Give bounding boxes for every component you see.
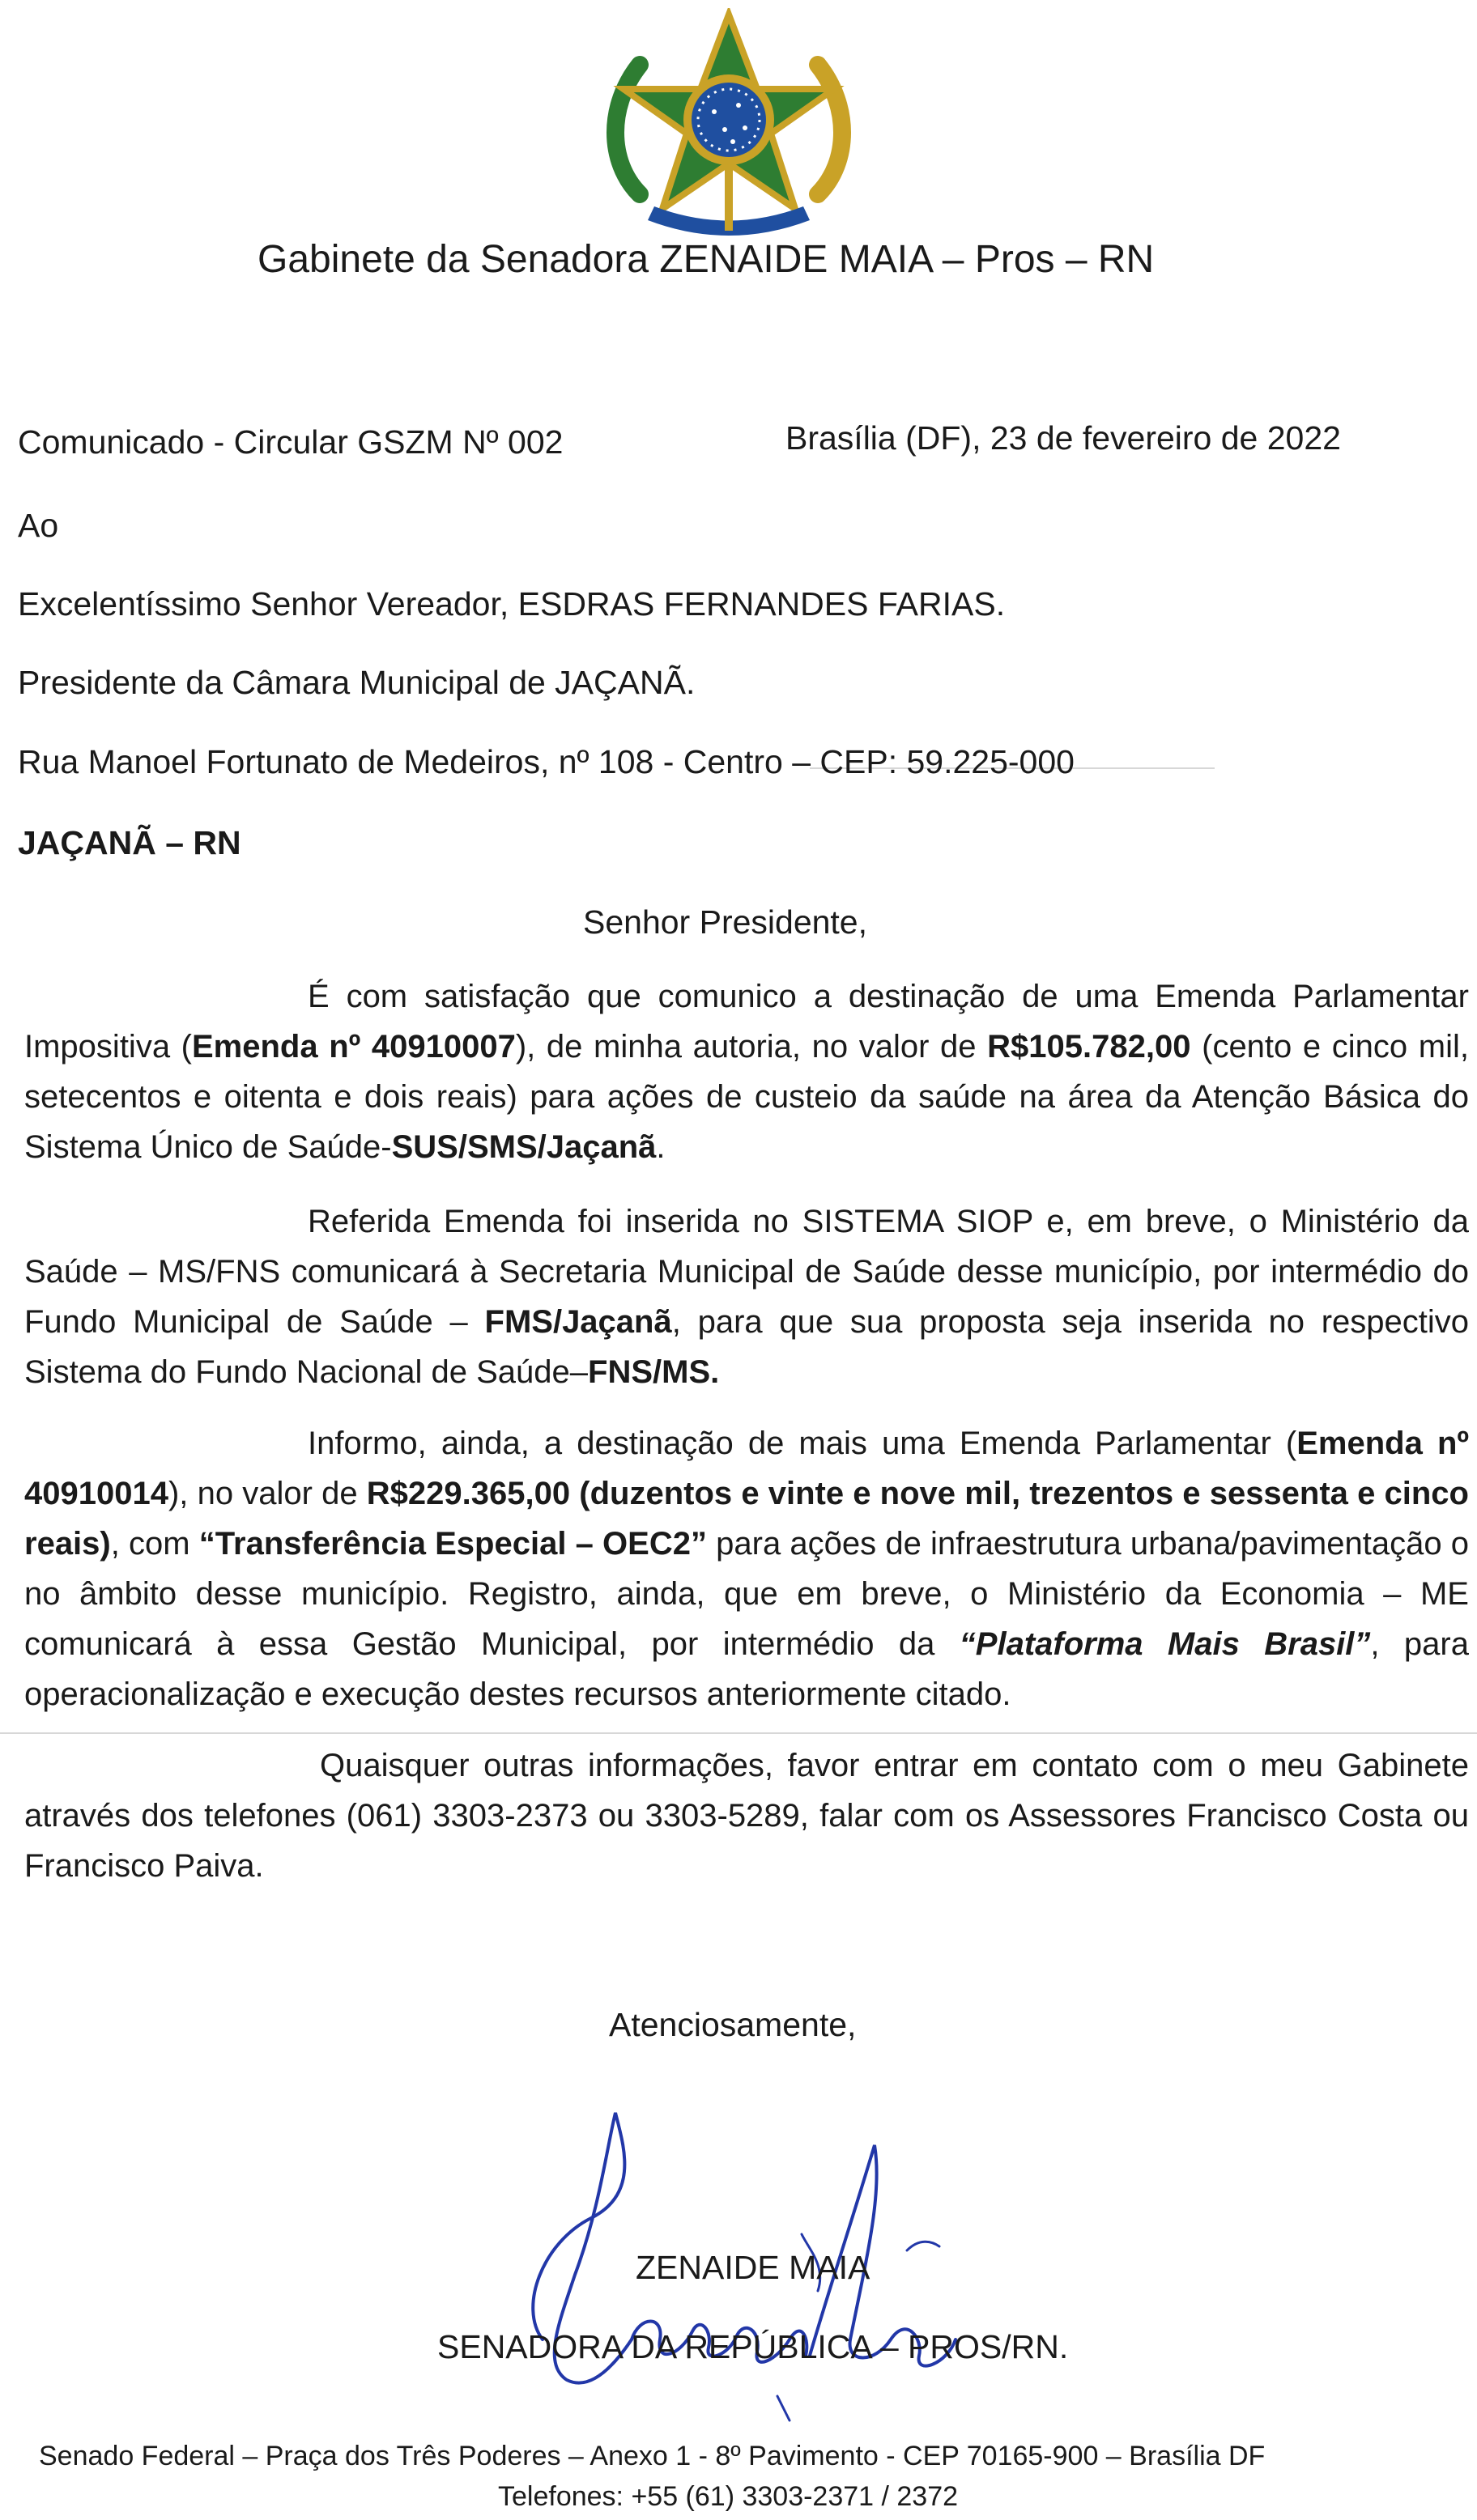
circular-number: Comunicado - Circular GSZM Nº 002 (18, 423, 564, 461)
salutation: Senhor Presidente, (583, 903, 868, 941)
scan-artifact-line (0, 1732, 1477, 1734)
sus-sms-jacana: SUS/SMS/Jaçanã (391, 1129, 657, 1165)
emenda-value-1: R$105.782,00 (987, 1029, 1191, 1065)
recipient-city: JAÇANÃ – RN (18, 824, 241, 861)
footer-address: Senado Federal – Praça dos Três Poderes – Anexo 1 - 8º Pavimento - CEP 70165-900 – Brasília DF (39, 2441, 1266, 2471)
body-paragraph-4: Quaisquer outras informações, favor entrar em contato com o meu Gabinete através dos telefones (061) 3303-2373 ou 3303-5289, falar com os Assessores Francisco Costa ou Francisco Paiva. (24, 1748, 1469, 1884)
emenda-value-2: R$229.365,00 (duzentos e vinte e nove mil, trezentos e sessenta e cinco reais) (24, 1476, 1469, 1562)
body-paragraph-3: Informo, ainda, a destinação de mais uma Emenda Parlamentar (Emenda nº 40910014), no valor de R$229.365,00 (duzentos e vinte e nove mil, trezentos e sessenta e cinco reais), com “Transferência Especial – OEC2” para ações de infraestrutura urbana/pavimentação o no âmbito desse município. Registro, ainda, que em breve, o Ministério da Economia – ME comunicará à essa Gestão Municipal, por intermédio da “Plataforma Mais Brasil”, para operacionalização e execução destes recursos anteriormente citado. (24, 1426, 1469, 1712)
plataforma-mais-brasil: “Plataforma Mais Brasil” (959, 1626, 1371, 1662)
emenda-number-2: Emenda nº 40910014 (24, 1426, 1469, 1511)
letterhead-title: Gabinete da Senadora ZENAIDE MAIA – Pros – RN (258, 238, 1155, 281)
signatory-title: SENADORA DA REPÚBLICA – PROS/RN. (437, 2328, 1069, 2365)
recipient-name: Excelentíssimo Senhor Vereador, ESDRAS FERNANDES FARIAS. (18, 585, 1006, 623)
brazil-coat-of-arms-icon (591, 8, 866, 251)
transferencia-especial: “Transferência Especial – OEC2” (198, 1526, 707, 1562)
body-paragraph-2: Referida Emenda foi inserida no SISTEMA SIOP e, em breve, o Ministério da Saúde – MS/FNS comunicará à Secretaria Municipal de Saúde desse município, por intermédio do Fundo Municipal de Saúde – FMS/Jaçanã, para que sua proposta seja inserida no respectivo Sistema do Fundo Nacional de Saúde–FNS/MS. (24, 1204, 1469, 1390)
recipient-role: Presidente da Câmara Municipal de JAÇANÃ. (18, 664, 696, 701)
fns-ms: FNS/MS. (588, 1354, 720, 1390)
footer-phones: Telefones: +55 (61) 3303-2371 / 2372 (498, 2481, 959, 2512)
closing-text: Atenciosamente, (609, 2006, 857, 2043)
document-date: Brasília (DF), 23 de fevereiro de 2022 (785, 419, 1341, 457)
body-paragraph-1: É com satisfação que comunico a destinação de uma Emenda Parlamentar Impositiva (Emenda nº 40910007), de minha autoria, no valor de R$105.782,00 (cento e cinco mil, setecentos e oitenta e dois reais) para ações de custeio da saúde na área da Atenção Básica do Sistema Único de Saúde-SUS/SMS/Jaçanã. (24, 979, 1469, 1165)
recipient-address: Rua Manoel Fortunato de Medeiros, nº 108 - Centro – CEP: 59.225-000 (18, 743, 1075, 780)
fms-jacana: FMS/Jaçanã (484, 1304, 672, 1340)
recipient-ao: Ao (18, 507, 59, 544)
signatory-name: ZENAIDE MAIA (636, 2249, 870, 2286)
emenda-number-1: Emenda nº 40910007 (192, 1029, 516, 1065)
